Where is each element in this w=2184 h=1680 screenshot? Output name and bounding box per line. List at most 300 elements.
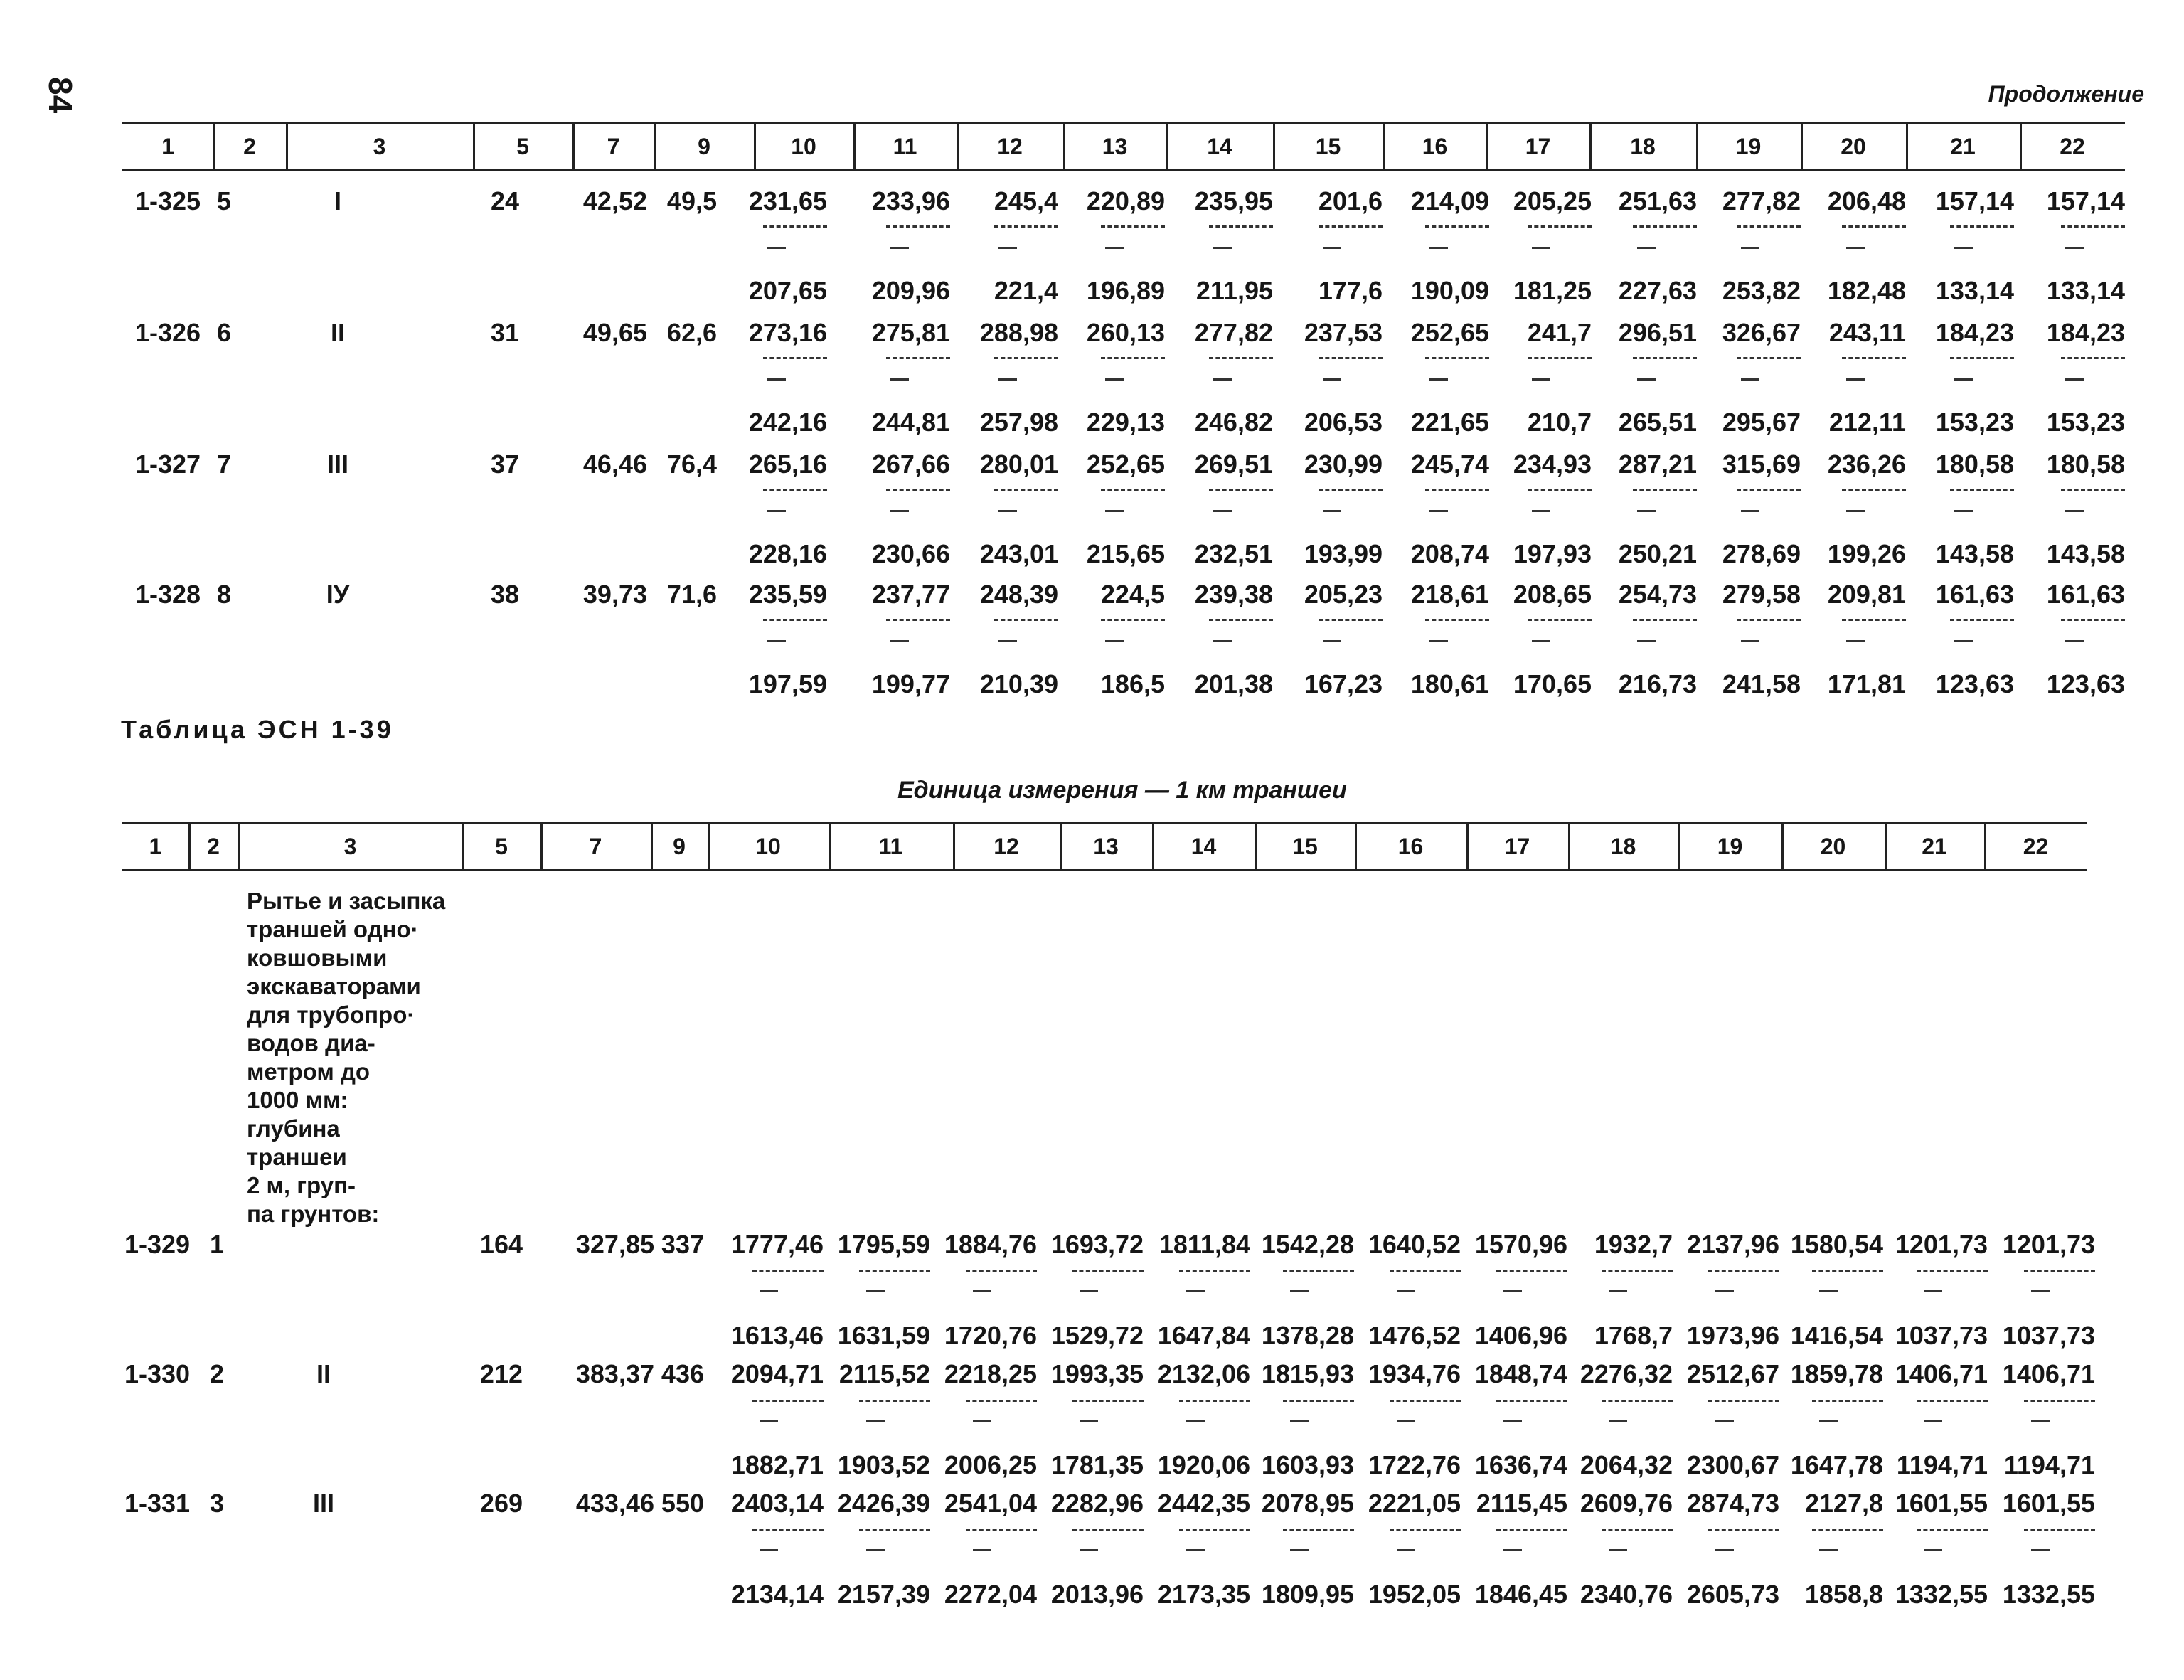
fraction-dash xyxy=(1323,510,1341,512)
fraction-dash xyxy=(2065,640,2084,642)
price-denominator: 182,48 xyxy=(1827,276,1906,305)
fraction-dash xyxy=(1954,378,1973,381)
fraction-bar xyxy=(752,1400,824,1402)
price-numerator: 251,63 xyxy=(1618,186,1697,216)
value-c7: 49,65 xyxy=(582,318,647,347)
value-c9: 550 xyxy=(661,1489,704,1518)
price-numerator: 2078,95 xyxy=(1261,1489,1354,1518)
price-numerator: 209,81 xyxy=(1827,580,1906,609)
column-header-20: 20 xyxy=(1820,834,1846,859)
fraction-dash xyxy=(2065,510,2084,512)
price-fraction xyxy=(1900,580,2014,698)
column-header-16: 16 xyxy=(1397,834,1424,859)
price-numerator: 2282,96 xyxy=(1050,1489,1144,1518)
price-fraction xyxy=(1874,1359,1988,1479)
fraction-bar xyxy=(1917,1270,1988,1272)
price-numerator: 2426,39 xyxy=(837,1489,930,1518)
fraction-dash xyxy=(1503,1549,1522,1551)
soil-group: II xyxy=(330,318,345,347)
fraction-bar xyxy=(2024,1529,2095,1531)
value-c5: 212 xyxy=(479,1359,523,1388)
fraction-dash xyxy=(1503,1420,1522,1422)
price-fraction xyxy=(1375,450,1489,568)
price-denominator: 210,7 xyxy=(1527,408,1592,437)
price-denominator: 2134,14 xyxy=(730,1580,824,1609)
fraction-bar xyxy=(1737,225,1801,228)
column-header-7: 7 xyxy=(607,134,620,159)
fraction-bar xyxy=(763,225,827,228)
price-fraction xyxy=(1900,318,2014,437)
price-fraction xyxy=(1347,1359,1461,1479)
fraction-dash xyxy=(1186,1420,1205,1422)
fraction-bar xyxy=(1319,225,1383,228)
price-numerator: 161,63 xyxy=(2046,580,2125,609)
price-fraction xyxy=(1454,1489,1567,1609)
price-numerator: 201,6 xyxy=(1318,186,1383,216)
price-denominator: 143,58 xyxy=(1935,539,2014,568)
column-header-15: 15 xyxy=(1315,134,1341,159)
price-denominator: 1846,45 xyxy=(1474,1580,1567,1609)
price-numerator: 273,16 xyxy=(748,318,827,347)
fraction-dash xyxy=(1819,1290,1838,1292)
price-fraction xyxy=(1136,1230,1250,1350)
price-fraction xyxy=(1051,318,1165,437)
fraction-bar xyxy=(1390,1529,1461,1531)
price-denominator: 246,82 xyxy=(1194,408,1273,437)
fraction-dash xyxy=(1290,1420,1309,1422)
row-code: 1-327 xyxy=(135,450,201,479)
fraction-dash xyxy=(1741,640,1759,642)
fraction-bar xyxy=(1917,1529,1988,1531)
price-fraction xyxy=(923,1489,1037,1609)
price-fraction xyxy=(1269,318,1383,437)
row-code: 1-329 xyxy=(124,1230,191,1259)
fraction-bar xyxy=(2061,357,2125,359)
price-denominator: 1194,71 xyxy=(1896,1450,1988,1479)
price-fraction xyxy=(1666,1359,1779,1479)
soil-group: III xyxy=(312,1489,334,1518)
price-fraction xyxy=(1136,1359,1250,1479)
header-bottom-rule xyxy=(122,169,2125,171)
price-fraction xyxy=(1375,186,1489,305)
price-fraction xyxy=(1666,1489,1779,1609)
fraction-bar xyxy=(2061,225,2125,228)
fraction-bar xyxy=(2024,1400,2095,1402)
fraction-dash xyxy=(1954,247,1973,249)
row-number: 1 xyxy=(210,1230,225,1259)
price-denominator: 206,53 xyxy=(1304,408,1383,437)
fraction-dash xyxy=(1397,1420,1415,1422)
fraction-bar xyxy=(1528,489,1592,491)
price-fraction xyxy=(816,1359,930,1479)
price-numerator: 1693,72 xyxy=(1050,1230,1144,1259)
price-fraction xyxy=(816,1489,930,1609)
price-denominator: 1920,06 xyxy=(1157,1450,1250,1479)
price-numerator: 205,23 xyxy=(1304,580,1383,609)
fraction-dash xyxy=(1105,510,1124,512)
value-c5: 164 xyxy=(479,1230,523,1259)
price-denominator: 1613,46 xyxy=(730,1321,824,1350)
price-denominator: 190,09 xyxy=(1410,276,1489,305)
fraction-dash xyxy=(1924,1420,1942,1422)
price-fraction xyxy=(1583,450,1697,568)
price-numerator: 1795,59 xyxy=(837,1230,930,1259)
fraction-dash xyxy=(1954,510,1973,512)
value-c9: 62,6 xyxy=(666,318,717,347)
fraction-bar xyxy=(1708,1270,1779,1272)
price-fraction xyxy=(1559,1489,1673,1609)
row-code: 1-331 xyxy=(124,1489,191,1518)
fraction-dash xyxy=(1186,1549,1205,1551)
fraction-dash xyxy=(1290,1549,1309,1551)
price-numerator: 248,39 xyxy=(979,580,1058,609)
price-numerator: 288,98 xyxy=(979,318,1058,347)
price-denominator: 1529,72 xyxy=(1050,1321,1144,1350)
price-denominator: 242,16 xyxy=(748,408,827,437)
fraction-bar xyxy=(1101,619,1165,621)
fraction-dash xyxy=(1105,247,1124,249)
price-denominator: 1603,93 xyxy=(1261,1450,1354,1479)
price-denominator: 143,58 xyxy=(2046,539,2125,568)
fraction-dash xyxy=(1715,1549,1734,1551)
price-numerator: 231,65 xyxy=(748,186,827,216)
price-fraction xyxy=(1030,1489,1144,1609)
header-top-rule xyxy=(122,122,2125,124)
column-header-21: 21 xyxy=(1950,134,1976,159)
price-denominator: 177,6 xyxy=(1318,276,1383,305)
fraction-dash xyxy=(767,378,786,381)
fraction-bar xyxy=(1917,1400,1988,1402)
price-denominator: 244,81 xyxy=(871,408,950,437)
price-denominator: 2006,25 xyxy=(944,1450,1037,1479)
price-denominator: 123,63 xyxy=(2046,669,2125,698)
column-header-13: 13 xyxy=(1093,834,1119,859)
price-fraction xyxy=(1478,186,1592,305)
soil-group: IУ xyxy=(326,580,350,609)
price-denominator: 207,65 xyxy=(748,276,827,305)
fraction-dash xyxy=(1819,1549,1838,1551)
fraction-dash xyxy=(1503,1290,1522,1292)
fraction-bar xyxy=(966,1400,1037,1402)
price-fraction xyxy=(1159,318,1273,437)
fraction-dash xyxy=(1080,1290,1098,1292)
fraction-bar xyxy=(1496,1270,1567,1272)
fraction-bar xyxy=(1072,1529,1144,1531)
price-numerator: 233,96 xyxy=(871,186,950,216)
price-denominator: 1037,73 xyxy=(1895,1321,1988,1350)
price-fraction xyxy=(944,186,1058,305)
price-denominator: 1636,74 xyxy=(1474,1450,1567,1479)
price-fraction xyxy=(1769,1230,1883,1350)
column-header-17: 17 xyxy=(1525,134,1551,159)
column-header-1: 1 xyxy=(149,834,162,859)
price-fraction xyxy=(1687,450,1801,568)
price-denominator: 215,65 xyxy=(1086,539,1165,568)
price-fraction xyxy=(1687,186,1801,305)
price-fraction xyxy=(1051,450,1165,568)
price-denominator: 241,58 xyxy=(1722,669,1801,698)
price-fraction xyxy=(713,318,827,437)
column-header-5: 5 xyxy=(495,834,508,859)
price-fraction xyxy=(1981,1230,2095,1350)
fraction-dash xyxy=(1715,1290,1734,1292)
column-header-16: 16 xyxy=(1422,134,1448,159)
fraction-dash xyxy=(1846,510,1865,512)
fraction-bar xyxy=(1072,1400,1144,1402)
fraction-dash xyxy=(2031,1549,2050,1551)
fraction-bar xyxy=(1842,225,1906,228)
row-code: 1-330 xyxy=(124,1359,191,1388)
column-header-22: 22 xyxy=(2023,834,2049,859)
price-denominator: 216,73 xyxy=(1618,669,1697,698)
value-c9: 49,5 xyxy=(666,186,717,216)
fraction-bar xyxy=(1950,489,2014,491)
fraction-dash xyxy=(1741,510,1759,512)
fraction-dash xyxy=(1846,378,1865,381)
price-numerator: 245,4 xyxy=(994,186,1058,216)
column-header-18: 18 xyxy=(1630,134,1656,159)
row-code: 1-325 xyxy=(135,186,201,216)
fraction-bar xyxy=(1737,357,1801,359)
price-numerator: 2137,96 xyxy=(1686,1230,1779,1259)
price-numerator: 1934,76 xyxy=(1368,1359,1461,1388)
price-fraction xyxy=(1051,580,1165,698)
fraction-bar xyxy=(1950,225,2014,228)
price-denominator: 2605,73 xyxy=(1686,1580,1779,1609)
price-fraction xyxy=(1583,580,1697,698)
price-fraction xyxy=(710,1230,824,1350)
price-denominator: 2157,39 xyxy=(837,1580,930,1609)
fraction-bar xyxy=(1209,225,1273,228)
price-fraction xyxy=(1454,1230,1567,1350)
fraction-dash xyxy=(1080,1549,1098,1551)
column-header-3: 3 xyxy=(373,134,386,159)
price-fraction xyxy=(1240,1359,1354,1479)
price-fraction xyxy=(944,580,1058,698)
fraction-dash xyxy=(1609,1290,1627,1292)
value-c7: 42,52 xyxy=(582,186,647,216)
value-c9: 436 xyxy=(661,1359,704,1388)
column-header-2: 2 xyxy=(207,834,220,859)
fraction-bar xyxy=(859,1529,930,1531)
price-denominator: 1647,84 xyxy=(1157,1321,1250,1350)
header-top-rule xyxy=(122,822,2087,824)
fraction-bar xyxy=(1179,1270,1250,1272)
fraction-bar xyxy=(1209,489,1273,491)
column-header-5: 5 xyxy=(516,134,529,159)
price-numerator: 2094,71 xyxy=(730,1359,824,1388)
price-numerator: 220,89 xyxy=(1086,186,1165,216)
price-fraction xyxy=(1666,1230,1779,1350)
fraction-bar xyxy=(886,489,950,491)
value-c7: 433,46 xyxy=(575,1489,654,1518)
price-numerator: 1884,76 xyxy=(944,1230,1037,1259)
fraction-dash xyxy=(1397,1290,1415,1292)
price-denominator: 133,14 xyxy=(2046,276,2125,305)
price-denominator: 211,95 xyxy=(1195,276,1273,305)
price-fraction xyxy=(944,318,1058,437)
price-fraction xyxy=(1874,1230,1988,1350)
fraction-bar xyxy=(1602,1270,1673,1272)
price-denominator: 1722,76 xyxy=(1368,1450,1461,1479)
price-fraction xyxy=(1900,186,2014,305)
price-numerator: 296,51 xyxy=(1618,318,1697,347)
fraction-bar xyxy=(886,225,950,228)
price-denominator: 1332,55 xyxy=(1895,1580,1988,1609)
price-numerator: 157,14 xyxy=(2046,186,2125,216)
fraction-dash xyxy=(1715,1420,1734,1422)
continuation-label: Продолжение xyxy=(1988,81,2144,107)
fraction-dash xyxy=(866,1290,885,1292)
row-code: 1-328 xyxy=(135,580,201,609)
fraction-dash xyxy=(890,378,909,381)
price-numerator: 275,81 xyxy=(871,318,950,347)
price-numerator: 157,14 xyxy=(1935,186,2014,216)
fraction-dash xyxy=(2031,1420,2050,1422)
fraction-bar xyxy=(1842,619,1906,621)
price-numerator: 1542,28 xyxy=(1261,1230,1354,1259)
price-numerator: 205,25 xyxy=(1513,186,1592,216)
price-numerator: 2541,04 xyxy=(944,1489,1037,1518)
price-numerator: 1601,55 xyxy=(1895,1489,1988,1518)
price-numerator: 161,63 xyxy=(1935,580,2014,609)
price-denominator: 212,11 xyxy=(1828,408,1906,437)
price-fraction xyxy=(1159,186,1273,305)
fraction-dash xyxy=(890,640,909,642)
price-fraction xyxy=(1769,1489,1883,1609)
fraction-dash xyxy=(1397,1549,1415,1551)
fraction-dash xyxy=(2031,1290,2050,1292)
fraction-dash xyxy=(2065,247,2084,249)
fraction-dash xyxy=(998,510,1017,512)
price-numerator: 287,21 xyxy=(1618,450,1697,479)
price-fraction xyxy=(1347,1230,1461,1350)
price-numerator: 235,59 xyxy=(748,580,827,609)
value-c5: 37 xyxy=(490,450,519,479)
row-number: 8 xyxy=(217,580,232,609)
price-denominator: 181,25 xyxy=(1513,276,1592,305)
price-denominator: 180,61 xyxy=(1410,669,1489,698)
price-numerator: 206,48 xyxy=(1827,186,1906,216)
fraction-bar xyxy=(886,619,950,621)
price-denominator: 295,67 xyxy=(1722,408,1801,437)
price-numerator: 235,95 xyxy=(1194,186,1273,216)
price-numerator: 239,38 xyxy=(1194,580,1273,609)
fraction-dash xyxy=(1323,247,1341,249)
price-denominator: 199,26 xyxy=(1827,539,1906,568)
fraction-bar xyxy=(994,619,1058,621)
fraction-dash xyxy=(760,1549,778,1551)
row-number: 5 xyxy=(217,186,232,216)
price-fraction xyxy=(816,1230,930,1350)
price-fraction xyxy=(1583,186,1697,305)
price-fraction xyxy=(1375,318,1489,437)
column-header-1: 1 xyxy=(161,134,174,159)
price-denominator: 1858,8 xyxy=(1804,1580,1883,1609)
fraction-dash xyxy=(1532,510,1550,512)
fraction-dash xyxy=(1532,247,1550,249)
unit-label: Единица измерения — 1 км траншеи xyxy=(897,777,1347,804)
fraction-dash xyxy=(1323,640,1341,642)
fraction-dash xyxy=(1429,510,1448,512)
value-c7: 327,85 xyxy=(575,1230,654,1259)
price-fraction xyxy=(713,186,827,305)
soil-group: II xyxy=(316,1359,331,1388)
price-numerator: 2442,35 xyxy=(1157,1489,1250,1518)
price-denominator: 1809,95 xyxy=(1261,1580,1354,1609)
fraction-bar xyxy=(1842,357,1906,359)
price-fraction xyxy=(836,186,950,305)
column-header-9: 9 xyxy=(698,134,710,159)
price-denominator: 1378,28 xyxy=(1261,1321,1354,1350)
fraction-bar xyxy=(1708,1400,1779,1402)
row-code: 1-326 xyxy=(135,318,201,347)
column-header-18: 18 xyxy=(1610,834,1636,859)
price-numerator: 245,74 xyxy=(1410,450,1489,479)
price-fraction xyxy=(1792,580,1906,698)
fraction-dash xyxy=(973,1420,991,1422)
fraction-bar xyxy=(1319,619,1383,621)
price-numerator: 277,82 xyxy=(1194,318,1273,347)
price-numerator: 279,58 xyxy=(1722,580,1801,609)
fraction-bar xyxy=(1283,1400,1354,1402)
price-fraction xyxy=(1136,1489,1250,1609)
column-header-20: 20 xyxy=(1841,134,1866,159)
price-denominator: 1647,78 xyxy=(1790,1450,1883,1479)
price-fraction xyxy=(1874,1489,1988,1609)
column-header-10: 10 xyxy=(791,134,816,159)
price-numerator: 2874,73 xyxy=(1686,1489,1779,1518)
fraction-dash xyxy=(973,1549,991,1551)
price-numerator: 1601,55 xyxy=(2002,1489,2095,1518)
price-denominator: 221,65 xyxy=(1410,408,1489,437)
price-numerator: 1406,71 xyxy=(1895,1359,1988,1388)
fraction-dash xyxy=(1186,1290,1205,1292)
price-numerator: 214,09 xyxy=(1410,186,1489,216)
price-numerator: 180,58 xyxy=(2046,450,2125,479)
fraction-bar xyxy=(1179,1400,1250,1402)
price-numerator: 241,7 xyxy=(1527,318,1592,347)
fraction-bar xyxy=(1390,1400,1461,1402)
fraction-bar xyxy=(1283,1270,1354,1272)
price-fraction xyxy=(1478,580,1592,698)
price-fraction xyxy=(2011,450,2125,568)
fraction-dash xyxy=(760,1420,778,1422)
page-number: 84 xyxy=(42,77,79,114)
price-numerator: 1859,78 xyxy=(1790,1359,1883,1388)
price-denominator: 230,66 xyxy=(871,539,950,568)
fraction-dash xyxy=(1637,247,1656,249)
price-denominator: 253,82 xyxy=(1722,276,1801,305)
fraction-dash xyxy=(973,1290,991,1292)
price-numerator: 280,01 xyxy=(979,450,1058,479)
fraction-dash xyxy=(890,510,909,512)
column-header-9: 9 xyxy=(673,834,686,859)
fraction-dash xyxy=(1637,510,1656,512)
price-numerator: 2403,14 xyxy=(730,1489,824,1518)
price-fraction xyxy=(1559,1359,1673,1479)
price-fraction xyxy=(713,580,827,698)
column-header-13: 13 xyxy=(1102,134,1128,159)
fraction-dash xyxy=(760,1290,778,1292)
fraction-bar xyxy=(966,1270,1037,1272)
price-denominator: 2340,76 xyxy=(1580,1580,1673,1609)
price-numerator: 252,65 xyxy=(1086,450,1165,479)
price-fraction xyxy=(1347,1489,1461,1609)
fraction-bar xyxy=(1209,357,1273,359)
price-fraction xyxy=(1269,450,1383,568)
soil-group: III xyxy=(326,450,348,479)
